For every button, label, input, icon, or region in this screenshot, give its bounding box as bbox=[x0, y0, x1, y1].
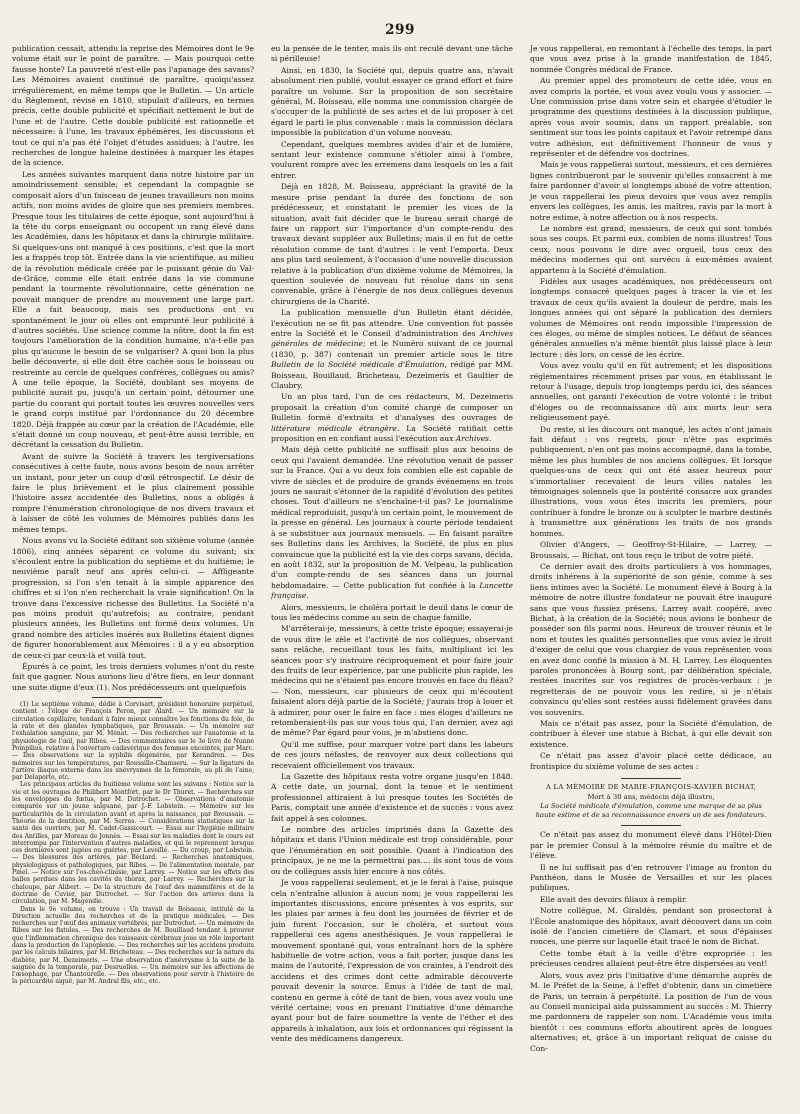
text-run: ; et le Numéro suivant de ce journal (1830, p. 387) contenait un premier article sous le titre bbox=[271, 339, 514, 359]
footnotes bbox=[12, 701, 254, 986]
paragraph: eu la pensée de le tenter, mais ils ont reculé devant une tâche si périlleuse! bbox=[271, 44, 513, 64]
paragraph: Ainsi, en 1830, la Société qui, depuis quatre ans, n'avait absolument rien publié, voulut essayer ce grand effort et faire paraître un volume. Sur la proposition de son secrétaire général, M. Boisseau, elle nomma une commission chargée de s'occuper de la publicité de ses actes et de lui proposer à cet égard le parti le plus convenable : mais la commission déclara impossible la publication d'un volume nouveau. bbox=[271, 65, 513, 138]
paragraph bbox=[271, 308, 513, 391]
paragraph: Avant de suivre la Société à travers les tergiversations consécutives à cette faute, nous avons besoin de nous arrêter un instant, pour jeter un coup d'œil rétrospectif. Le désir de faire le plus brièvement et le plus clairement possible l'histoire assez accidentée des Bulletins, nous a obligés à rompre l'énumération chronologique de nos divers travaux et à laisser de côté les volumes de Mémoires publiés dans les mêmes temps. bbox=[12, 451, 254, 534]
text-run: . bbox=[306, 591, 309, 601]
paragraph: Elle avait des devoirs filiaux à remplir. bbox=[540, 894, 688, 904]
paragraph: Déjà en 1828, M. Boisseau, appréciant la gravité de la mesure prise pendant la durée des fonctions de son prédécesseur, et constatant le premier les vices de la situation, avait fait décider que le bureau serait chargé de faire un rapport sur l'importance d'un compte-rendu des travaux devant suppléer aux Bulletins; mais il en fut de cette résolution comme de tant d'autres : le vent l'emporta. Deux ans plus tard seulement, à l'occasion d'une nouvelle discussion relative à la publication d'un dixième volume de Mémoires, la question soulevée de nouveau fut résolue dans un sens convenable, grâce à l'énergie de nos deux collègues devenus chirurgiens de la Charité. bbox=[271, 182, 513, 306]
footnote: Dans le 9e volume, on trouve : Un travail de Boisseau, intitulé de la Direction actuelle des recherches et de la pratique médicales. — Des recherches sur l'œuf des animaux vertébrés, par Dutrochet. — Un mémoire de Ribes sur les fistules. — Des recherches de M. Bouillaud tendant à prouver que l'inflammation chronique des vaisseaux cérébraux joue un rôle important dans la production de l'apoplexie. — Des recherches sur les accidens produits par les calculs biliaires, par M. Bricheteau. — Des recherches sur la nature du diabète, par M. Dezeimeris. — Une observation d'anévrysme à la suite de la saignée de la temporale, par Desruelles. — Un mémoire sur les affections de l'œsophage, par Chantourelle. — Des observations pour servir à l'histoire de la péricardite aiguë, par M. Andral fils, etc., etc. bbox=[12, 905, 254, 986]
paragraph: Les années suivantes marquent dans notre histoire par un amoindrissement sensible; et cependant la compagnie se composait alors d'un faisceau de jeunes travailleurs non moins actifs, non moins avides de gloire que ses premiers membres. Presque tous les titulaires de cette époque, sont aujourd'hui à la tête du corps enseignant ou occupent un rang élevé dans les Académies, dans les hôpitaux et dans la chirurgie militaire. Si quelques-uns ont manqué à ces positions, c'est que la mort les a frappés trop tôt. Entrée dans la vie scientifique, au milieu de la révolution médicale créée par le puissant génie du Val-de-Grâce, comme elle était entrée dans la vie commune pendant la tourmente révolutionnaire, cette génération ne pouvait manquer de prendre au mouvement une large part. Elle a fait beaucoup, mais ses productions ont vu spontanément le jour où elles ont emprunté leur publicité à d'autres sociétés. Une science comme la nôtre, dont la fin est toujours l'amélioration de la condition humaine, n'a-t-elle pas plus qu'aucune le besoin de se vulgariser? A quoi bon la plus belle découverte, si elle doit être cachée sous le boisseau ou restreinte au cercle de quelques confrères, collègues ou amis? A une telle époque, la Société, doublant ses moyens de publicité aurait pu, jusqu'à un certain point, détourner une partie du courant qui portait toutes les œuvres nouvelles vers le grand corps institué par l'ordonnance du 20 décembre 1820. Déjà frappée au cœur par la création de l'Académie, elle s'était donné un coup nouveau, et peut-être aussi terrible, en décrétant la cessation du Bulletin. bbox=[12, 169, 254, 450]
paragraph: Il ne lui suffisait pas d'en retrouver l'image au fronton du Panthéon, dans le Musée de Versailles et sur les places publiques. bbox=[530, 862, 772, 893]
separator-rule bbox=[621, 778, 681, 779]
paragraph: Notre collègue, M. Giraldès, pendant son prosectorat à l'École anatomique des hôpitaux, avait découvert dans un coin isolé de l'ancien cimetière de Clamart, et sous d'épaisses ronces, une pierre sur laquelle était tracé le nom de Bichat. bbox=[530, 906, 772, 947]
text-run: . La Société ratifiait cette proposition en en confiant aussi l'exécution aux bbox=[271, 423, 513, 444]
journal-title: Bulletin de la Société médicale d'Émulation bbox=[271, 360, 445, 370]
dedication-text: La Société médicale d'émulation, comme une marque de sa plus haute estime et de sa reconnaissance envers un de ses fondateurs. bbox=[535, 802, 767, 819]
paragraph: Mais je vous rappellerai surtout, messieurs, et ces dernières lignes contribueront par le souvenir qu'elles consacrent à me faire pardonner d'avoir si longtemps abusé de votre attention, je vous rappellerai les pieux devoirs que vous avez remplis envers les collègues, les amis, les maîtres, ravis par la mort à notre estime, à notre affection ou à nos respects. bbox=[530, 160, 772, 222]
paragraph bbox=[271, 392, 513, 444]
text-run: La publication mensuelle d'un Bulletin étant décidée, l'exécution ne se fit pas attendre. Une convention fut passée entre la Société et le Conseil d'administration des bbox=[271, 308, 513, 338]
text-run: . bbox=[488, 434, 492, 444]
paragraph: Ce dernier avait des droits particuliers à vos hommages, droits inhérens à la supériorité de son génie, comme à ses liens intimes avec la Société. Le monument élevé à Bourg à la mémoire de notre illustre fondateur ne pouvait être inauguré sans que vous fussiez présens. Larrey avait coopéré, avec Bichat, à la création de la Société; nous avions le bonheur de posséder son fils parmi nous. Heureux de trouver réunis et le nom et toutes les qualités personnelles que vous aviez le droit d'exiger de celui que vous chargiez de vous représenter, vous en avez donc confié la mission à M. H. Larrey. Les éloquentes paroles prononcées à Bourg sont, par délibération spéciale, restées inscrites sur vos registres de procès-verbaux : je regretterais de ne pouvoir vous les redire, si je n'étais convaincu qu'elles sont restées aussi fidèlement gravées dans vos souvenirs. bbox=[530, 561, 772, 717]
paragraph: Qu'il me suffise, pour marquer votre part dans les labeurs de ces jours néfastes, de renvoyer aux deux collections qui recevaient officiellement vos travaux. bbox=[271, 739, 513, 770]
dedication-line: Mort à 30 ans, médecin déjà illustre, bbox=[587, 792, 715, 801]
column-right bbox=[530, 44, 772, 1055]
paragraph: Olivier d'Angers, — Geoffroy-St-Hilaire, — Larrey, — Broussais, — Bichat, ont tous reçu le tribut de votre piété. bbox=[530, 540, 772, 560]
footnote: Les principaux articles du huitième volume sont les suivans : Notice sur la vie et les ouvrages de Philibert Montfort, par le Dr Thuret. — Recherches sur les enveloppes du fœtus, par M. Dutrochet. — Observations d'anatomie comparée sur un jeune saïguane, par J.-F. Lobstein. — Mémoire sur les particularités de la circulation avant et après la naissance, par Broussais. — Théorie de la dentition, par M. Serres. — Considérations statistiques sur la santé des ouvriers, par M. Cadet-Gassicourt. — Essai sur l'hygiène militaire des Antilles, par Moreau de Jonnès. — Essai sur les maladies dont le cours est interrompu par l'intervention d'autres maladies, et qui le reprennent lorsque ces dernières sont jugées ou guéries, par Leveillé. — Du croup, par Lobstein. — Des blessures des artères, par Béclard. — Recherches anatomiques, physiologiques et pathologiques, par Ribes. — De l'alimentation mentale, par Pinel. — Notice sur l'os-chéo-clinisie, par Larrey. — Notice sur les effets des balles perdues dans les cavités du thorax, par Larrey. — Recherches sur la chaloupe, par Alibert. — De la structure de l'œuf des mammifères et de la doctrine de Cuvier, par Dutrochet. — Sur l'action des artères dans la circulation, par M. Magendie. bbox=[12, 781, 254, 906]
footnote: (1) Le septième volume, dédié à Corvisart, président honoraire perpétuel, contient : l'éloge de François Peron, par Alard. — Un mémoire sur la circulation capillaire, tendant à faire mieux connaître les fonctions du foie, de la rate et des glandes lymphatiques, par Broussais. — Un mémoire sur l'exhalation sanguine, par M. Ménat. — Des recherches sur l'anatomie et la physiologie de l'œil, par Ribes. — Des commentaires sur le 3e livre de Nunne Pompilius, relative à l'ouverture cadavérique des femmes enceintes, par Marc. — Des observations sur la syphilis dégénérée, par Kerandren. — Des mémoires sur les températures, par Roussille-Chamseru. — Sur la ligature de l'artère iliaque externe dans les anévrysmes de la fémorale, au pli de l'aine, par Delaporte, etc. bbox=[12, 701, 254, 782]
footnote-rule bbox=[92, 697, 162, 698]
text-run: Mais déjà cette publicité ne suffisait plus aux besoins de ceux qui l'avaient demandée. Une révolution venait de passer sur la France. Qui a vu deux fois combien elle est capable de vivre de siècles et de produire de grands événemens en trois jours ne saurait s'étonner de la rapidité d'évolution des petites choses. Tout d'ailleurs ne s'enchaîne-t-il pas? Le journalisme médical reproduisit, jusqu'à un certain point, le mouvement de la presse en général. Les journaux à courte période tendaient à se substituer aux journaux mensuels. — En faisant paraître ses Bulletins dans les Archives, la Société, de plus en plus convaincue que la publicité est la vie des corps savans, décida, en août 1832, sur la proposition de M. Velpeau, la publication d'un compte-rendu de ses séances dans un journal hebdomadaire. — Cette publication fut confiée à la bbox=[271, 445, 513, 590]
paragraph: Fidèles aux usages académiques, nos prédécesseurs ont longtemps consacré quelques pages à tracer la vie et les travaux de ceux qu'ils avaient la douleur de perdre, mais les longues années qui ont séparé la publication des derniers volumes de Mémoires ont rendu impossible l'impression de ces éloges, ou même de simples notices. Le défaut de séances générales annuelles n'a même bientôt plus laissé place à leur lecture : dès lors, on cessé de les écrire. bbox=[530, 276, 772, 359]
text-run: Un an plus tard, l'un de ces rédacteurs, M. Dezeimeris proposait la création d'un comité chargé de composer un Bulletin formé d'extraits et d'analyses des ouvrages de bbox=[271, 392, 513, 423]
paragraph: Vous avez voulu qu'il en fût autrement; et les dispositions réglementaires récemment prises par vous, en établissant le retour à l'usage, depuis trop longtemps perdu ici, des séances annuelles, ont garanti l'exécution de votre volonté : le tribut d'éloges ou de reconnaissance dû aux morts leur sera religieusement payé. bbox=[530, 361, 772, 423]
column-left bbox=[12, 44, 254, 986]
paragraph bbox=[271, 445, 513, 601]
dedication-heading: A LA MÉMOIRE DE MARIE-FRANÇOIS-XAVIER BICHAT, bbox=[545, 783, 757, 792]
column-middle bbox=[271, 44, 513, 1046]
paragraph: Alors, messieurs, le choléra portait le deuil dans le cœur de tous les médecins comme au sein de chaque famille. bbox=[271, 602, 513, 622]
paragraph: Cette tombe était à la veille d'être expropriée : les précieuses cendres allaient peut-être être dispersées au vent! bbox=[530, 948, 772, 969]
paragraph: Au premier appel des promoteurs de cette idée, vous en avez compris la portée, et vous avez voulu vous y associer. — Une commission prise dans votre sein et chargée d'étudier le programme des questions destinées à la discussion publique, après vous avoir soumis, dans un rapport préalable, son sentiment sur tous les points capitaux et l'avoir retrempé dans votre adhésion, eut définitivement l'honneur de vous y représenter et de défendre vos doctrines. bbox=[530, 76, 772, 159]
paragraph: Le nombre est grand, messieurs, de ceux qui sont tombés sous ses coups. Et parmi eux, combien de noms illustres! Tous ceux, nous pouvons le dire avec orgueil, tous ceux des médecins modernes qui ont survécu à eux-mêmes avaient appartenu à la Société d'émulation. bbox=[530, 223, 772, 275]
journal-title: Archives bbox=[455, 434, 489, 444]
paragraph: Nous avons vu la Société éditant son sixième volume (année 1806), cinq années séparent ce volume du suivant; six s'écoulent entre la publication du septième et du huitième; le neuvième paraît neuf ans après celui-ci. — Affligeante progression, si l'on s'en tenait à la simple apparence des chiffres et si l'on n'en recherchait la vraie signification! On la trouve dans l'excessive richesse des Bulletins. La Société n'a pas moins produit qu'autrefois; au contraire, pendant plusieurs années, les Bulletins ont formé deux volumes. Un grand nombre des articles insérés aux Bulletins étaient dignes de figurer honorablement aux Mémoires : il a y eu absorption de ceux-ci par ceux-là et voilà tout. bbox=[12, 536, 254, 660]
separator-rule bbox=[621, 825, 681, 826]
journal-title: Lancette française bbox=[271, 580, 514, 601]
paragraph: Mais ce n'était pas assez, pour la Société d'émulation, de contribuer à élever une statue à Bichat, à qui elle devait son existence. bbox=[530, 719, 772, 749]
journal-title: littérature médicale étrangère bbox=[271, 423, 397, 433]
paragraph: Je vous rappellerai, en remontant à l'échelle des temps, la part que vous avez prise à la grande manifestation de 1845, nommée Congrès médical de France. bbox=[530, 44, 772, 74]
journal-title: Archives générales de médecine bbox=[271, 328, 513, 349]
paragraph: Alors, vous avez pris l'initiative d'une démarche auprès de M. le Préfet de la Seine, à l'effet d'obtenir, dans un cimetière de Paris, un terrain à perpétuité. La position de l'un de vous au Conseil municipal aida puissamment au succès : M. Thierry me pardonnera de rappeler son nom. L'Académie vous imita bientôt : ces communs efforts aboutirent après de longues alternatives; et, grâce à un important reliquat de caisse du Con- bbox=[530, 970, 772, 1053]
page-number: 299 bbox=[385, 22, 415, 38]
paragraph: Épurés à ce point, les trois derniers volumes n'ont du reste fait que gagner. Nous aurions lieu d'être fiers, en leur donnant une suite digne d'eux (1). Nos prédécesseurs ont quelquefois bbox=[12, 661, 254, 692]
paragraph: La Gazette des hôpitaux resta votre organe jusqu'en 1848. A cette date, un journal, dont la tenue et le sentiment professionnel attiraient à lui presque toutes les Sociétés de Paris, comptait une année d'existence et de succès : vous avez fait appel à ses colonnes. bbox=[271, 772, 513, 823]
paragraph: publication cessait, attendu la reprise des Mémoires dont le 9e volume était sur le point de paraître. — Mais pourquoi cette fausse honte? La pauvreté n'est-elle pas l'apanage des savans? Les Mémoires avaient continué de paraître, quoiqu'assez irrégulièrement, en même temps que le Bulletin. — Un article du Règlement, révisé en 1810, stipulait d'ailleurs, en termes précis, cette double publicité et spécifiait nettement le but de l'une et de l'autre. Cette double publicité est rationnelle et nécessaire: à l'une, les travaux éphémères, les discussions et tout ce qui n'a pas été l'objet d'études assidues; à l'autre, les recherches de longue haleine destinées à marquer les étapes de la science. bbox=[12, 44, 254, 168]
paragraph: M'arrêterai-je, messieurs, à cette triste époque; essayerai-je de vous dire le zèle et l'activité de nos collègues, observant sans relâche, recueillant tous les faits, multipliant ici les séances pour s'y instruire réciproquement et pour faire jouir des fruits de leur expérience, par une publicité plus rapide, les médecins qui ne s'étaient pas encore trouvés en face du fléau? — Non, messieurs, car plusieurs de ceux qui m'écoutent faisaient alors déjà partie de la Société; j'aurais trop à louer et à admirer, pour oser le faire en face : mes éloges d'ailleurs ne retomberaient-ils pas sur vous tous qui, l'an dernier, avez agi de même? Par égard pour vous, je m'abstiens donc. bbox=[271, 624, 513, 738]
text-run: , rédigé par MM. Boisseau, Bouillaud, Bricheteau, Dezeimeris et Gaultier de Claubry. bbox=[271, 360, 513, 390]
paragraph: Ce n'était pas assez d'avoir placé cette dédicace, au frontispice du sixième volume de ses actes : bbox=[530, 751, 772, 771]
paragraph: Du reste, si les discours ont manqué, les actes n'ont jamais fait défaut : vos regrets, pour n'être pas exprimés publiquement, n'en ont pas moins accompagné, dans la tombe, même les plus humbles de nos anciens collègues. Et lorsque quelques-uns de ceux qui ont été assez heureux pour s'immortaliser recevaient de leurs villes natales les témoignages solennels que la postérité consacre aux grandes illustrations, vous vous êtes inscrits les premiers, pour contribuer à fondre le bronze ou à sculpter le marbre destinés à transmettre aux générations les traits de nos grands hommes. bbox=[530, 424, 772, 538]
paragraph: Cependant, quelques membres avides d'air et de lumière, sentant leur existence commune s'étioler ainsi à l'ombre, voulurent rompre avec les erremens dans lesquels on les a fait entrer. bbox=[271, 139, 513, 180]
paragraph: Je vous rappellerai seulement, et je le ferai à l'aise, puisque cela n'entraîne allusion à aucun nom; je vous rappellerai les importantes discussions, encore présentes à vos esprits, sur les plaies par armes à feu dont les journées de février et de juin furent l'occasion, sur le choléra, et surtout vous rappellerai ces agens anesthésiques. Je vous rappellerai le mouvement spontané qui, vous entraînant hors de la sphère habituelle de votre action, vous a fait porter, jusque dans les mains de l'autorité, l'expression de vos craintes, à l'endroit des accidens et des crimes dont cette admirable découverte pouvait devenir la source. Émus à l'idée de tant de mal, contenu en germe à côté de tant de bien, vous avez voulu une vérité certaine; vous en prenant l'initiative d'une démarche ayant pour but de faire soumettre la vente de l'éther et des appareils à inhalation, aux lois et ordonnances qui régissent la vente des médicamens dangereux. bbox=[271, 878, 513, 1044]
paragraph: Le nombre des articles imprimés dans la Gazette des hôpitaux et dans l'Union médicale est trop considérable, pour que l'énumération en soit possible. Quant à l'indication des principaux, je ne me la permettrai pas.... ils sont tous de vous ou de collègues assis hier encore à nos côtés. bbox=[271, 825, 513, 876]
paragraph: Ce n'était pas assez du monument élevé dans l'Hôtel-Dieu par le premier Consul à la mémoire réunie du maître et de l'élève. bbox=[530, 830, 772, 861]
